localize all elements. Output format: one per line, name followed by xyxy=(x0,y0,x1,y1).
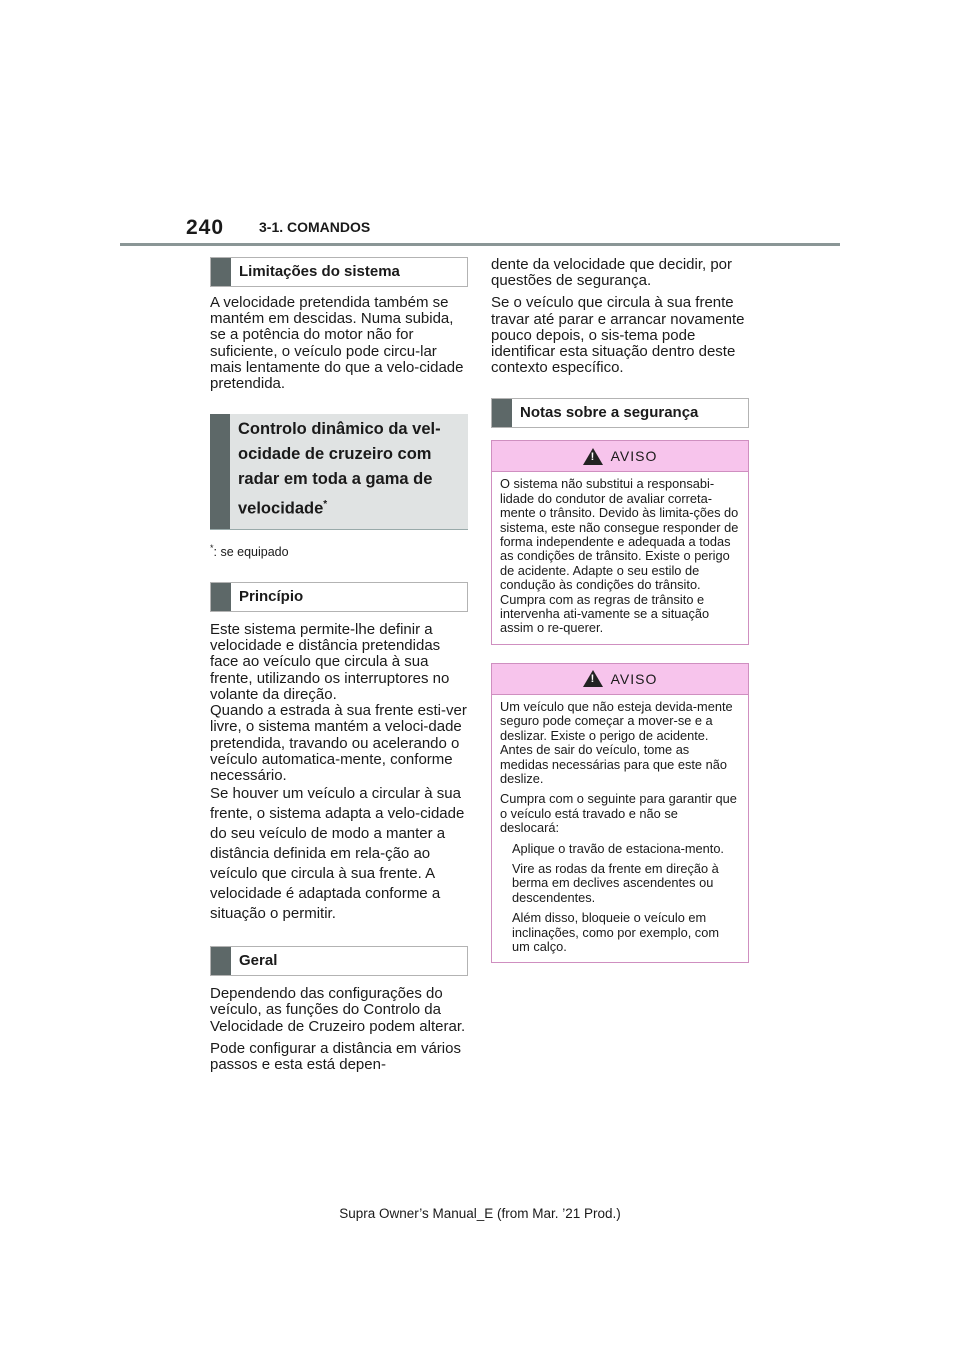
heading-line: radar em toda a gama de xyxy=(238,470,433,489)
warning-header xyxy=(492,441,748,472)
heading-controlo xyxy=(210,414,468,530)
paragraph-limitacoes: A velocidade pretendida também se mantém em descidas. Numa subida, se a potência do motor não for suficiente, o veículo pode circu-lar mais lentamente do que a velo-cidade pretendida. xyxy=(210,294,464,393)
footer-text: Supra Owner’s Manual_E (from Mar. ’21 Prod.) xyxy=(339,1206,621,1221)
paragraph-principio-1: Este sistema permite-lhe definir a velocidade e distância pretendidas face ao veículo que circula à sua frente, utilizando os interruptores no volante da direção. xyxy=(210,621,450,703)
paragraph-continued-2: Se o veículo que circula à sua frente travar até parar e arrancar novamente pouco depois, o sis-tema pode identificar esta situação dentro deste contexto específico. xyxy=(491,294,745,377)
paragraph-principio-2: Quando a estrada à sua frente esti-ver livre, o sistema mantém a veloci-dade pretendida, travando ou acelerando o veículo automatica-mente, conforme necessário. xyxy=(210,702,467,784)
heading-principio xyxy=(210,582,468,612)
heading-notas xyxy=(491,398,749,428)
warning-label: AVISO xyxy=(610,448,658,465)
asterisk: * xyxy=(323,499,328,511)
warning-text: Cumpra com o seguinte para garantir que o veículo está travado e não se deslocará: xyxy=(500,791,737,836)
warning-header xyxy=(492,664,748,695)
heading-geral xyxy=(210,946,468,976)
warning-label: AVISO xyxy=(610,670,658,687)
paragraph-principio-3: Se houver um veículo a circular à sua frente, o sistema adapta a velo-cidade do seu veículo de modo a manter a distância definida em rela-ção ao veículo que circula à sua frente. A velocidade é adaptada conforme a situação o permitir. xyxy=(210,785,465,923)
warning-step: Aplique o travão de estaciona-mento. xyxy=(512,840,724,856)
heading-line: ocidade de cruzeiro com xyxy=(238,445,432,464)
warning-text: Um veículo que não esteja devida-mente seguro pode começar a mover-se e a deslizar. Existe o perigo de acidente. Antes de sair do veículo, tome as medidas necessárias para que este não deslize. xyxy=(500,698,733,786)
heading-limitacoes xyxy=(210,257,468,287)
heading-bar xyxy=(211,947,231,975)
heading-text: Notas sobre a segurança xyxy=(520,404,699,422)
heading-bar xyxy=(492,399,512,427)
warning-step: Além disso, bloqueie o veículo em inclinações, como por exemplo, com um calço. xyxy=(512,910,719,954)
heading-text: Geral xyxy=(239,952,278,970)
heading-bar xyxy=(210,414,230,529)
heading-line: velocidade xyxy=(238,499,324,518)
paragraph-continued-1: dente da velocidade que decidir, por questões de segurança. xyxy=(491,256,733,290)
footnote-mark: * xyxy=(210,542,214,553)
warning-box-2 xyxy=(491,663,749,964)
section-title: 3-1. COMANDOS xyxy=(259,219,371,235)
warning-icon xyxy=(583,448,603,465)
heading-text xyxy=(230,414,449,529)
heading-line: Controlo dinâmico da vel- xyxy=(238,420,441,439)
header-rule xyxy=(120,243,840,246)
warning-icon xyxy=(583,670,603,687)
heading-bar xyxy=(211,583,231,611)
paragraph-geral-1: Dependendo das configurações do veículo, as funções do Controlo da Velocidade de Cruzeiro podem alterar. xyxy=(210,985,466,1035)
warning-box-1 xyxy=(491,440,749,644)
warning-step: Vire as rodas da frente em direção à berma em declives ascendentes ou descendentes. xyxy=(512,860,719,905)
warning-text: O sistema não substitui a responsabi-lidade do condutor de avaliar correta-mente o trânsito. Devido às limita-ções do sistema, este não consegue responder de forma independente e adequada a todas as condições de trânsito. Existe o perigo de acidente. Adapte o seu estilo de condução às condições do trânsito. Cumpra com as regras de trânsito e intervenha ati-vamente se a situação assim o re-querer. xyxy=(500,476,739,636)
warning-body xyxy=(492,695,748,963)
left-column xyxy=(210,257,468,1073)
right-column xyxy=(491,257,749,963)
heading-text: Princípio xyxy=(239,588,304,606)
paragraph-geral-2: Pode configurar a distância em vários passos e esta está depen- xyxy=(210,1039,461,1073)
heading-bar xyxy=(211,258,231,286)
warning-body xyxy=(492,472,748,643)
footnote xyxy=(210,540,468,560)
footnote-text: : se equipado xyxy=(213,544,289,559)
heading-text: Limitações do sistema xyxy=(239,263,400,280)
page-number: 240 xyxy=(186,216,225,239)
